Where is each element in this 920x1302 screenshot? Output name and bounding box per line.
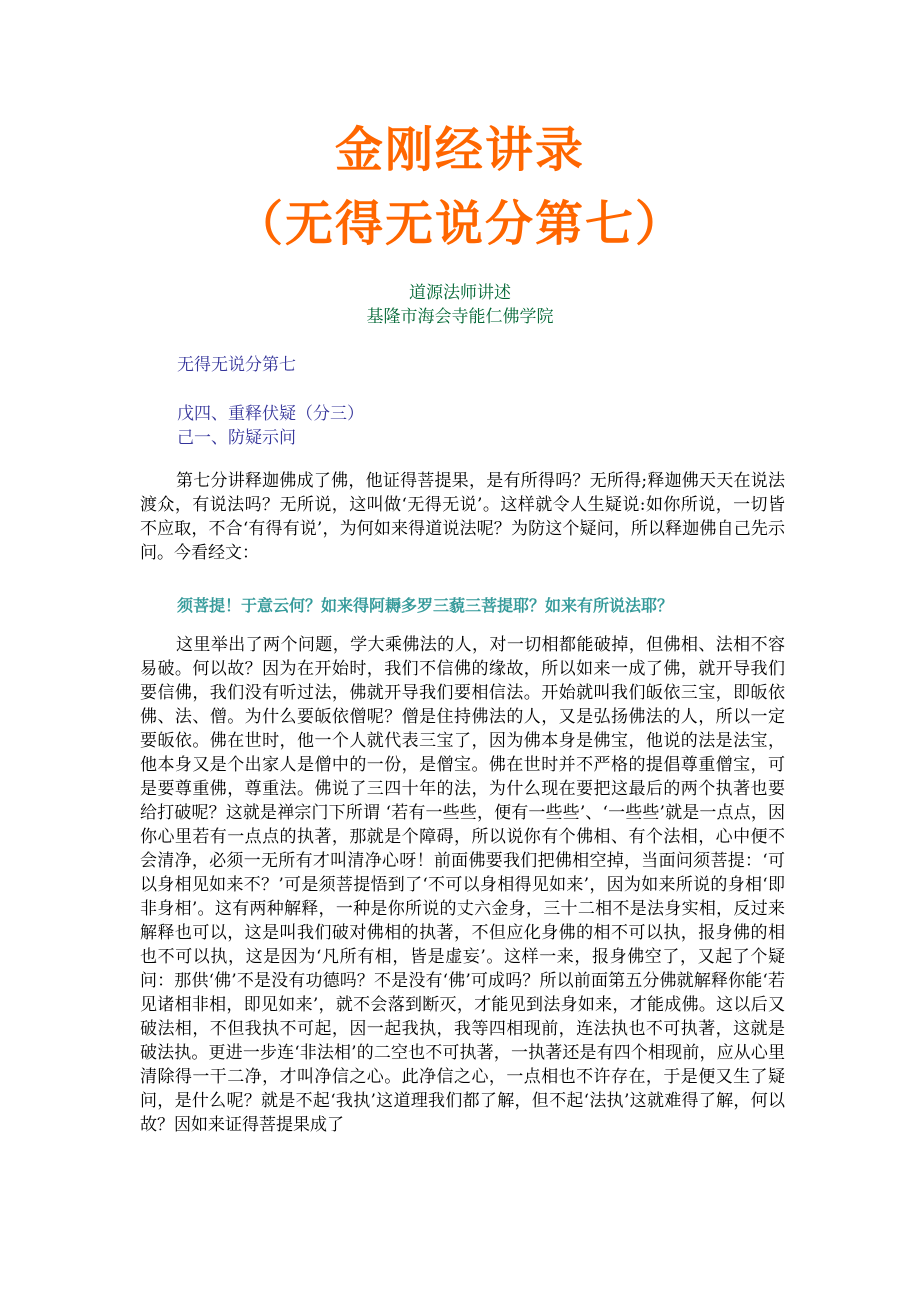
sutra-quote: 须菩提！于意云何？如来得阿耨多罗三藐三菩提耶？如来有所说法耶？ (177, 596, 674, 615)
institution-credit: 基隆市海会寺能仁佛学院 (366, 307, 554, 327)
speaker-credit: 道源法师讲述 (409, 283, 511, 303)
chapter-heading: 无得无说分第七 (177, 355, 296, 375)
subpart-heading: 己一、防疑示问 (177, 428, 296, 448)
document-subtitle: （无得无说分第七） (234, 196, 685, 252)
document-title: 金刚经讲录 (334, 122, 585, 178)
body-paragraph-commentary: 这里举出了两个问题，学大乘佛法的人，对一切相都能破掉，但佛相、法相不容易破。何以故？因为在开始时，我们不信佛的缘故，所以如来一成了佛，就开导我们要信佛，我们没有听过法，佛就开导我们要相信法。开始就叫我们皈依三宝，即皈依佛、法、僧。为什么要皈依僧呢？僧是住持佛法的人，又是弘扬佛法的人，所以一定要皈依。佛在世时，他一个人就代表三宝了，因为佛本身是佛宝，他说的法是法宝，他本身又是个出家人是僧中的一份，是僧宝。佛在世时并不严格的提倡尊重僧宝，可是要尊重佛，尊重法。佛说了三四十年的法，为什么现在要把这最后的两个执著也要给打破呢？这就是禅宗门下所谓 ‘若有一些些，便有一些些’、‘一些些’就是一点点，因你心里若有一点点的执著，那就是个障碍，所以说你有个佛相、有个法相，心中便不会清净，必须一无所有才叫清净心呀！前面佛要我们把佛相空掉，当面问须菩提：‘可以身相见如来不？’可是须菩提悟到了‘不可以身相得见如来’，因为如来所说的身相‘即非身相’。这有两种解释，一种是你所说的丈六金身，三十二相不是法身实相，反过来解释也可以，这是叫我们破对佛相的执著，不但应化身佛的相不可以执，报身佛的相也不可以执，这是因为‘凡所有相，皆是虚妄’。这样一来，报身佛空了，又起了个疑问：那供‘佛’不是没有功德吗？不是没有‘佛’可成吗？所以前面第五分佛就解释你能‘若见诸相非相，即见如来’，就不会落到断灭，才能见到法身如来，才能成佛。这以后又破法相，不但我执不可起，因一起我执，我等四相现前，连法执也不可执著，这就是破法执。更进一步连‘非法相’的二空也不可执著，一执著还是有四个相现前，应从心里清除得一干二净，才叫净信之心。此净信之心，一点相也不许存在，于是便又生了疑问，是什么呢？就是不起‘我执’这道理我们都了解，但不起‘法执’这就难得了解，何以故？因如来证得菩提果成了 (140, 635, 785, 1135)
part-heading: 戊四、重释伏疑（分三） (177, 404, 364, 424)
body-paragraph-intro: 第七分讲释迦佛成了佛，他证得菩提果，是有所得吗？无所得;释迦佛天天在说法渡众，有说法吗？无所说，这叫做‘无得无说’。这样就令人生疑说:如你所说，一切皆不应取，不合‘有得有说’，为何如来得道说法呢？为防这个疑问，所以释迦佛自己先示问。今看经文： (140, 471, 785, 563)
